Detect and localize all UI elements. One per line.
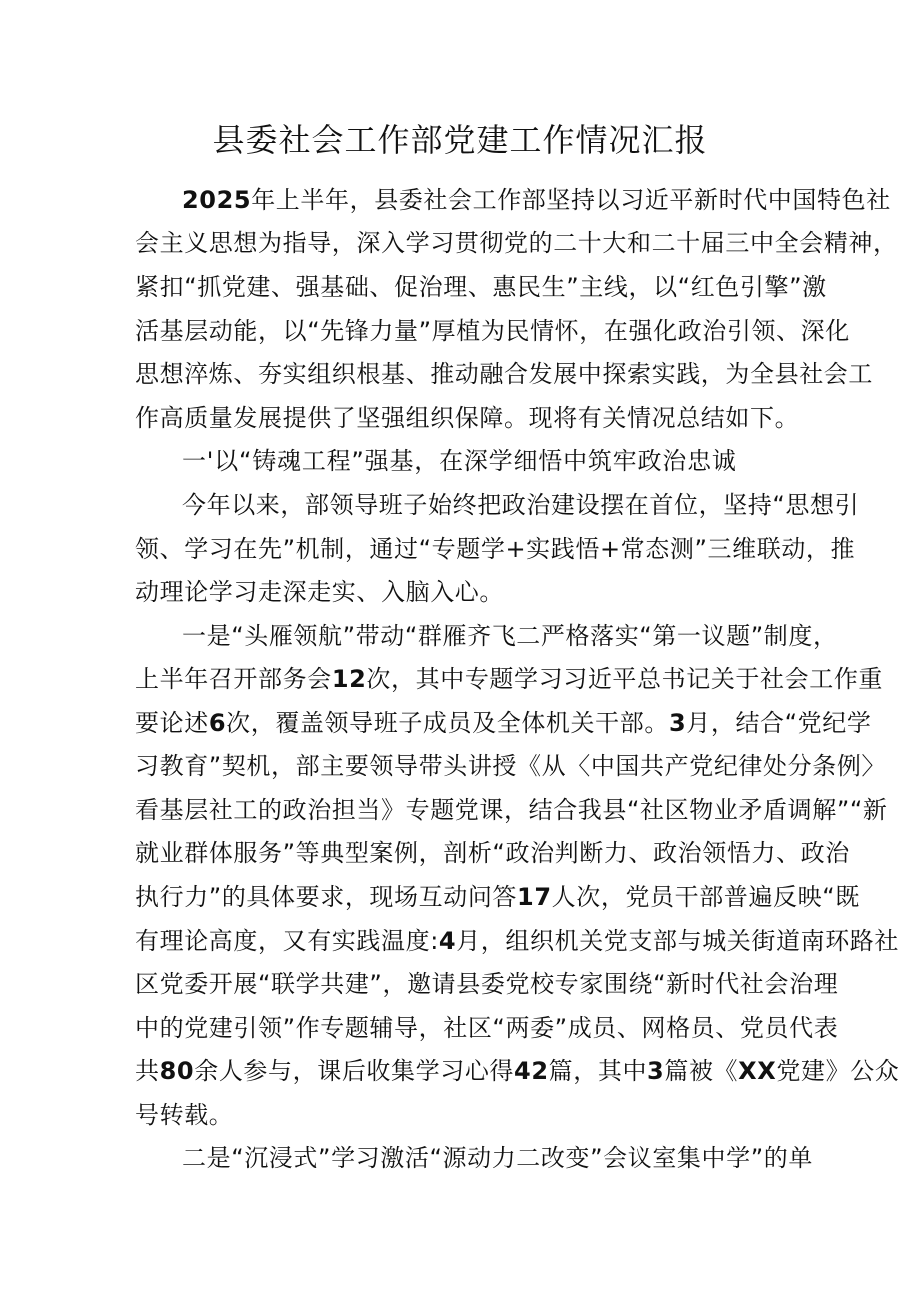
intro-line-4: 活基层动能，以“先锋力量”厚植为民情怀，在强化政治引领、深化 bbox=[135, 317, 850, 345]
point-one-line-9: 区党委开展“联学共建”，邀请县委党校专家围绕“新时代社会治理 bbox=[135, 970, 839, 998]
point-one-line-11: 共80余人参与，课后收集学习心得42篇，其中3篇被《XX党建》公众 bbox=[135, 1057, 900, 1085]
document-title: 县委社会工作部党建工作情况汇报 bbox=[212, 121, 708, 159]
intro-line-1: 2025年上半年，县委社会工作部坚持以习近平新时代中国特色社 bbox=[182, 186, 891, 214]
point-one-line-4: 习教育”契机，部主要领导带头讲授《从〈中国共产党纪律处分条例〉 bbox=[135, 752, 887, 780]
section-intro-line-2: 领、学习在先”机制，通过“专题学+实践悟+常态测”三维联动，推 bbox=[135, 535, 856, 563]
section-intro-line-3: 动理论学习走深走实、入脑入心。 bbox=[135, 578, 504, 606]
point-one-line-3: 要论述6次，覆盖领导班子成员及全体机关干部。3月，结合“党纪学 bbox=[135, 709, 872, 737]
point-two-line-1: 二是“沉浸式”学习激活“源动力二改变”会议室集中学”的单 bbox=[182, 1144, 813, 1172]
point-one-line-12: 号转载。 bbox=[135, 1101, 234, 1129]
point-one-line-10: 中的党建引领”作专题辅导，社区“两委”成员、网格员、党员代表 bbox=[135, 1014, 839, 1042]
point-one-line-5: 看基层社工的政治担当》专题党课，结合我县“社区物业矛盾调解”“新 bbox=[135, 796, 888, 824]
point-one-line-1: 一是“头雁领航”带动“群雁齐飞二严格落实“第一议题”制度， bbox=[182, 622, 838, 650]
point-one-line-8: 有理论高度，又有实践温度:4月，组织机关党支部与城关街道南环路社 bbox=[135, 927, 900, 955]
point-one-line-6: 就业群体服务”等典型案例，剖析“政治判断力、政治领悟力、政治 bbox=[135, 839, 850, 867]
intro-line-6: 作高质量发展提供了坚强组织保障。现将有关情况总结如下。 bbox=[135, 404, 800, 432]
intro-line-3: 紧扣“抓党建、强基础、促治理、惠民生”主线，以“红色引擎”激 bbox=[135, 273, 827, 301]
section-heading: 一'以“铸魂工程”强基，在深学细悟中筑牢政治忠诚 bbox=[182, 447, 737, 475]
section-intro-line-1: 今年以来，部领导班子始终把政治建设摆在首位，坚持“思想引 bbox=[182, 491, 860, 519]
point-one-line-2: 上半年召开部务会12次，其中专题学习习近平总书记关于社会工作重 bbox=[135, 665, 884, 693]
point-one-line-7: 执行力”的具体要求，现场互动问答17人次，党员干部普遍反映“既 bbox=[135, 883, 860, 911]
intro-line-5: 思想淬炼、夯实组织根基、推动融合发展中探索实践，为全县社会工 bbox=[135, 360, 873, 388]
intro-line-2: 会主义思想为指导，深入学习贯彻党的二十大和二十届三中全会精神， bbox=[135, 229, 898, 257]
